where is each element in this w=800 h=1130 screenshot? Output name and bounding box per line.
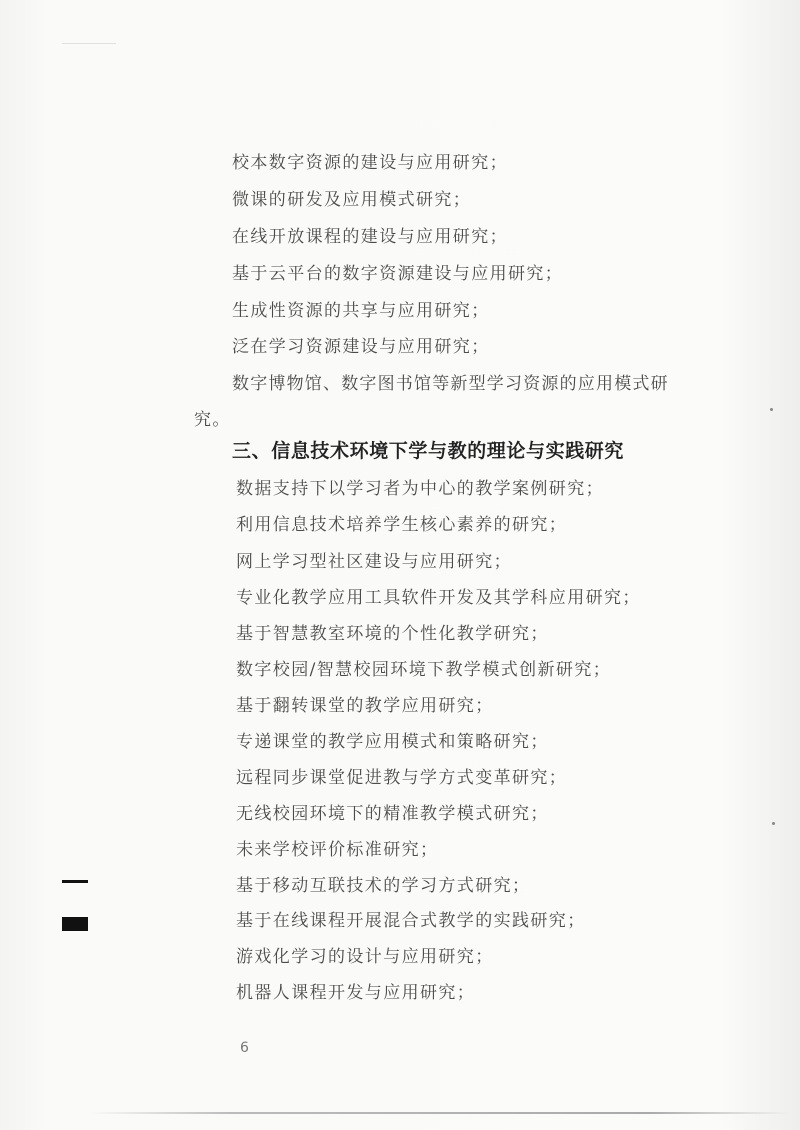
header-rule [62,43,116,44]
list-item: 微课的研发及应用模式研究； [232,190,472,210]
list-item: 专业化教学应用工具软件开发及其学科应用研究； [236,588,641,608]
list-item: 利用信息技术培养学生核心素养的研究； [236,515,568,535]
section-heading: 三、信息技术环境下学与教的理论与实践研究 [232,440,625,462]
scan-speck [770,408,773,411]
list-item: 专递课堂的教学应用模式和策略研究； [236,732,549,752]
list-item: 基于在线课程开展混合式教学的实践研究； [236,911,586,931]
list-item: 未来学校评价标准研究； [236,840,439,860]
list-item-continuation: 究。 [194,410,231,430]
list-item: 机器人课程开发与应用研究； [236,983,476,1003]
list-item: 网上学习型社区建设与应用研究； [236,552,512,572]
list-item: 无线校园环境下的精准教学模式研究； [236,804,549,824]
list-item: 游戏化学习的设计与应用研究； [236,947,494,967]
margin-binding-mark [62,917,88,931]
list-item: 数字校园/智慧校园环境下教学模式创新研究； [236,660,612,680]
list-item: 校本数字资源的建设与应用研究； [232,153,508,173]
list-item: 数字博物馆、数字图书馆等新型学习资源的应用模式研 [232,374,669,394]
list-item: 在线开放课程的建设与应用研究； [232,227,508,247]
list-item: 基于移动互联技术的学习方式研究； [236,876,531,896]
list-item: 远程同步课堂促进教与学方式变革研究； [236,768,568,788]
scan-speck [772,822,775,825]
list-item: 基于智慧教室环境的个性化教学研究； [236,624,549,644]
scan-bottom-edge [90,1112,790,1114]
list-item: 基于云平台的数字资源建设与应用研究； [232,264,564,284]
margin-binding-mark [62,880,88,883]
page-number: 6 [240,1040,249,1056]
list-item: 泛在学习资源建设与应用研究； [232,337,490,357]
scan-header-smudge [6,20,116,50]
list-item: 基于翻转课堂的教学应用研究； [236,696,494,716]
list-item: 生成性资源的共享与应用研究； [232,301,490,321]
list-item: 数据支持下以学习者为中心的教学案例研究； [236,479,604,499]
